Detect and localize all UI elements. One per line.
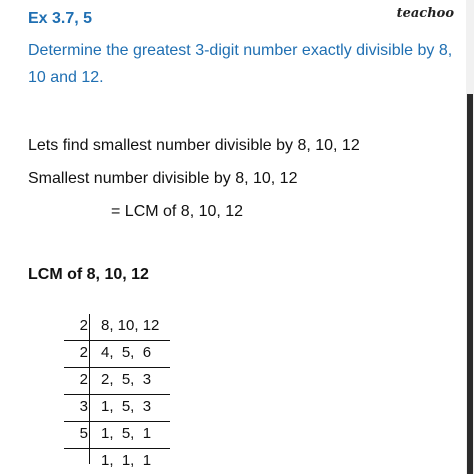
solution-line-1: Lets find smallest number divisible by 8, 10, 12 xyxy=(28,137,360,154)
divisor: 3 xyxy=(79,398,88,415)
solution-line-2: Smallest number divisible by 8, 10, 12 xyxy=(28,170,298,187)
divisor: 2 xyxy=(79,317,88,334)
question-text: Determine the greatest 3-digit number exactly divisible by 8, 10 and 12. xyxy=(28,42,453,86)
division-row xyxy=(64,341,170,368)
quotient-values: 1, 1, 1 xyxy=(101,452,152,469)
division-row xyxy=(64,395,170,422)
divisor: 2 xyxy=(79,344,88,361)
quotient-values: 1, 5, 3 xyxy=(101,398,152,415)
quotient-values: 1, 5, 1 xyxy=(101,425,152,442)
division-row xyxy=(64,449,170,475)
exercise-title: Ex 3.7, 5 xyxy=(28,10,93,27)
lcm-heading: LCM of 8, 10, 12 xyxy=(28,266,149,283)
divisor: 5 xyxy=(79,425,88,442)
division-separator-line xyxy=(89,314,90,464)
divisor: 2 xyxy=(79,371,88,388)
division-row xyxy=(64,422,170,449)
division-table xyxy=(64,314,170,475)
scrollbar-thumb[interactable] xyxy=(467,94,473,474)
division-row xyxy=(64,368,170,395)
quotient-values: 4, 5, 6 xyxy=(101,344,152,361)
quotient-values: 2, 5, 3 xyxy=(101,371,152,388)
division-row xyxy=(64,314,170,341)
solution-line-3: = LCM of 8, 10, 12 xyxy=(111,203,244,220)
brand-logo: teachoo xyxy=(396,6,454,21)
quotient-values: 8, 10, 12 xyxy=(101,317,160,334)
scrollbar[interactable] xyxy=(466,0,474,474)
